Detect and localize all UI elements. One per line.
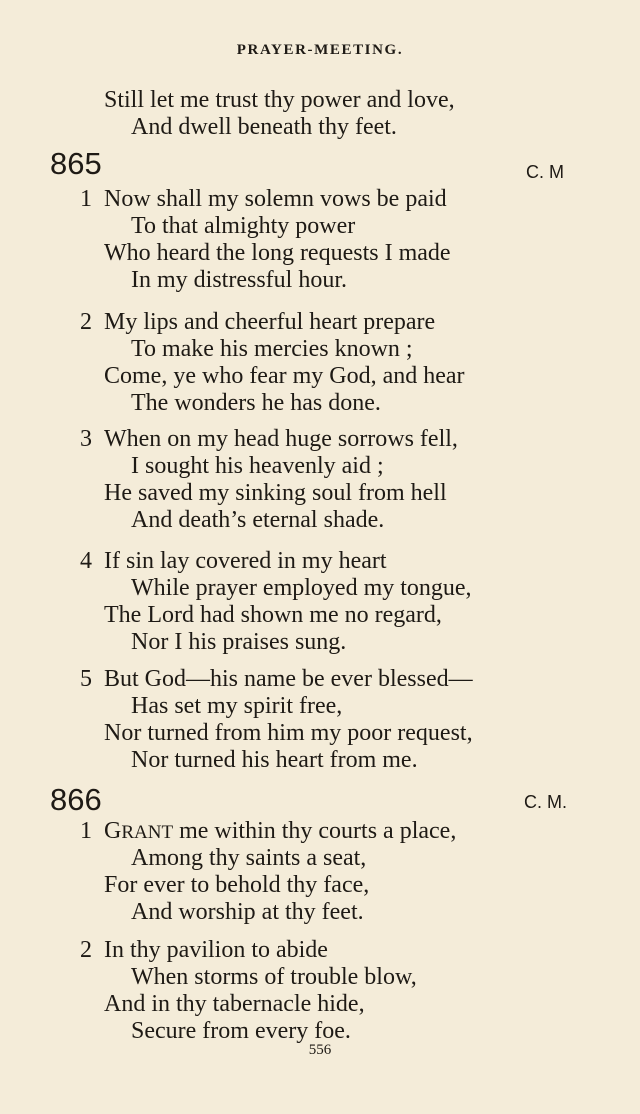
stanza-number: 2 <box>80 309 92 335</box>
hymn-meter: C. M <box>526 162 564 182</box>
hymn-number: 866 <box>50 782 102 817</box>
stanza-number: 4 <box>80 548 92 574</box>
verse-line: When on my head huge sorrows fell, <box>104 426 458 452</box>
verse-line: My lips and cheerful heart prepare <box>104 309 436 335</box>
verse-line: Who heard the long requests I made <box>104 240 451 266</box>
verse-line: And worship at thy feet. <box>131 899 364 925</box>
verse-line: Now shall my solemn vows be paid <box>104 186 447 212</box>
verse-line: Nor turned his heart from me. <box>131 747 418 773</box>
verse-line: The Lord had shown me no regard, <box>104 602 442 628</box>
verse-line: While prayer employed my tongue, <box>131 575 472 601</box>
hymn-number: 865 <box>50 146 102 181</box>
verse-line: The wonders he has done. <box>131 390 381 416</box>
verse-line: Has set my spirit free, <box>131 693 343 719</box>
verse-line: Come, ye who fear my God, and hear <box>104 363 465 389</box>
verse-line: And death’s eternal shade. <box>131 507 385 533</box>
verse-line: To that almighty power <box>131 213 356 239</box>
small-caps-rest: RANT <box>121 822 174 843</box>
stanza-number: 1 <box>80 818 92 844</box>
small-caps-initial: G <box>104 818 122 844</box>
verse-line: And in thy tabernacle hide, <box>104 991 365 1017</box>
verse-line: I sought his heavenly aid ; <box>131 453 384 479</box>
continuation-line: Still let me trust thy power and love, <box>104 87 455 113</box>
page-number: 556 <box>308 1042 332 1058</box>
continuation-line: And dwell beneath thy feet. <box>131 114 397 140</box>
verse-line: He saved my sinking soul from hell <box>104 480 447 506</box>
verse-line: But God—his name be ever blessed— <box>104 666 473 692</box>
verse-line: In my distressful hour. <box>131 267 347 293</box>
verse-line: If sin lay covered in my heart <box>104 548 387 574</box>
stanza-number: 2 <box>80 937 92 963</box>
verse-line: In thy pavilion to abide <box>104 937 328 963</box>
stanza-number: 3 <box>80 426 92 452</box>
verse-line-first <box>104 818 456 846</box>
verse-line: Nor I his praises sung. <box>131 629 347 655</box>
stanza-number: 1 <box>80 186 92 212</box>
running-head: PRAYER-MEETING. <box>236 42 404 58</box>
stanza-number: 5 <box>80 666 92 692</box>
first-line-rest: me within thy courts a place, <box>173 818 457 844</box>
verse-line: Nor turned from him my poor request, <box>104 720 473 746</box>
verse-line: For ever to behold thy face, <box>104 872 370 898</box>
verse-line: When storms of trouble blow, <box>131 964 417 990</box>
hymn-meter: C. M. <box>524 792 567 812</box>
verse-line: Among thy saints a seat, <box>131 845 367 871</box>
verse-line: Secure from every foe. <box>131 1018 351 1044</box>
verse-line: To make his mercies known ; <box>131 336 413 362</box>
